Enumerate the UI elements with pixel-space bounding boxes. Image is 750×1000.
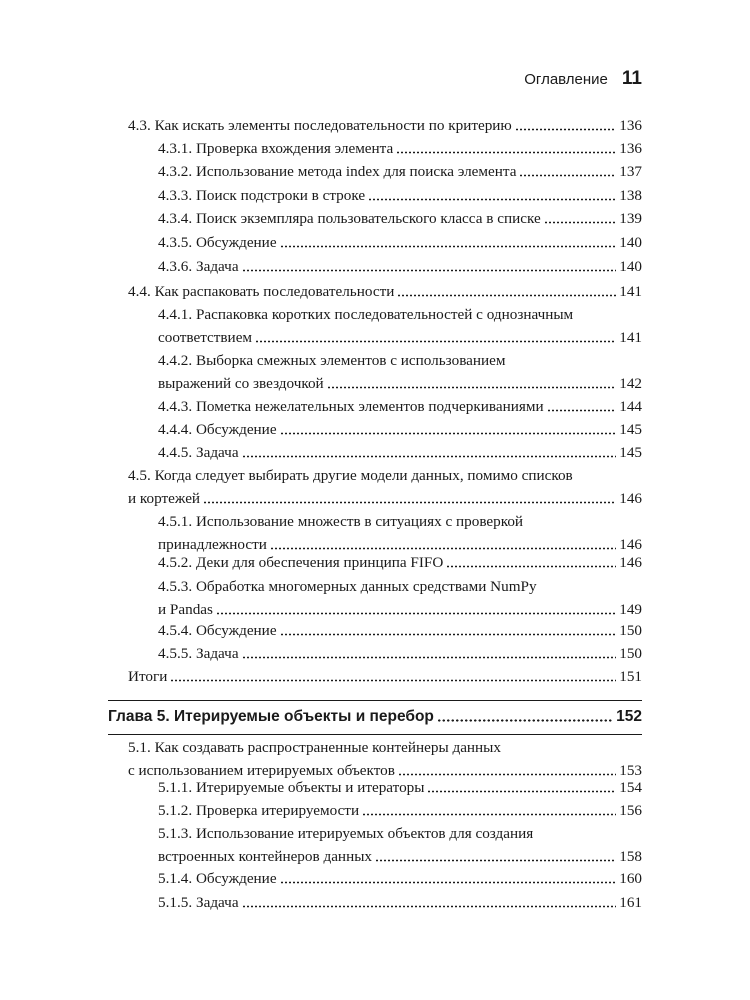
toc-entry-page: 138 — [619, 187, 642, 204]
dot-leader — [544, 210, 617, 224]
dot-leader — [242, 258, 617, 272]
toc-entry-page: 139 — [619, 210, 642, 227]
toc-entry-title: 4.4. Как распаковать последовательности — [128, 283, 395, 300]
toc-entry-page: 161 — [619, 894, 642, 911]
toc-entry-5-1-4[interactable] — [158, 867, 642, 890]
toc-entry-page: 153 — [619, 762, 642, 779]
toc-entry-title: Итоги — [128, 668, 168, 685]
toc-entry-4-4-2[interactable] — [158, 349, 642, 395]
dot-leader — [255, 329, 616, 343]
dot-leader — [398, 762, 616, 776]
toc-entry-title: 4.3. Как искать элементы последовательности по критерию — [128, 117, 512, 134]
toc-entry-title-line1: 4.5.1. Использование множеств в ситуациях с проверкой — [158, 513, 524, 530]
toc-entry-page: 140 — [619, 258, 642, 275]
dot-leader — [216, 601, 616, 615]
toc-entry-page: 156 — [619, 802, 642, 819]
toc-entry-title: 4.4.5. Задача — [158, 444, 239, 461]
toc-entry-title: встроенных контейнеров данных — [158, 848, 372, 865]
dot-leader — [427, 779, 616, 793]
dot-leader — [446, 554, 616, 568]
toc-entry-title: 4.3.6. Задача — [158, 258, 239, 275]
toc-entry-page: 144 — [619, 398, 642, 415]
toc-entry-4-3-1[interactable] — [158, 137, 642, 160]
dot-leader — [327, 375, 617, 389]
toc-entry-title: 4.3.1. Проверка вхождения элемента — [158, 140, 394, 157]
dot-leader — [519, 163, 616, 177]
toc-entry-4-4-1[interactable] — [158, 303, 642, 349]
toc-entry-page: 141 — [619, 283, 642, 300]
toc-entry-title-line1: 4.5. Когда следует выбирать другие модели данных, помимо списков — [128, 467, 573, 484]
toc-entry-5-1-3[interactable] — [158, 822, 642, 868]
toc-entry-page: 158 — [619, 848, 642, 865]
toc-entry-4-4-4[interactable] — [158, 418, 642, 441]
dot-leader — [242, 444, 617, 458]
dot-leader — [547, 398, 617, 412]
toc-entry-4-5[interactable] — [128, 464, 642, 510]
toc-entry-page: 140 — [619, 234, 642, 251]
toc-entry-page: 136 — [619, 117, 642, 134]
dot-leader — [280, 421, 617, 435]
toc-entry-4-5-1[interactable] — [158, 510, 642, 556]
dot-leader — [270, 536, 616, 550]
toc-entry-title: 5.1.5. Задача — [158, 894, 239, 911]
toc-entry-title: 4.3.3. Поиск подстроки в строке — [158, 187, 366, 204]
toc-entry-summary[interactable] — [128, 665, 642, 688]
toc-entry-page: 141 — [619, 329, 642, 346]
toc-entry-title: 4.3.2. Использование метода index для поиска элемента — [158, 163, 517, 180]
dot-leader — [375, 848, 616, 862]
toc-entry-title: 4.5.2. Деки для обеспечения принципа FIFO — [158, 554, 444, 571]
dot-leader — [437, 708, 613, 722]
toc-entry-title: соответствием — [158, 329, 253, 346]
toc-entry-title-line1: 4.4.1. Распаковка коротких последовательностей с однозначным — [158, 306, 574, 323]
toc-entry-4-3-4[interactable] — [158, 207, 642, 230]
toc-entry-4-4-5[interactable] — [158, 441, 642, 464]
running-head-title: Оглавление — [524, 71, 608, 88]
toc-entry-title: 5.1.4. Обсуждение — [158, 870, 277, 887]
toc-entry-4-3-5[interactable] — [158, 231, 642, 254]
toc-entry-4-5-4[interactable] — [158, 619, 642, 642]
toc-entry-4-3-6[interactable] — [158, 255, 642, 278]
toc-chapter-5[interactable] — [108, 705, 642, 728]
running-head — [524, 68, 642, 90]
dot-leader — [242, 894, 617, 908]
toc-entry-page: 145 — [619, 444, 642, 461]
toc-entry-title: 4.4.3. Пометка нежелательных элементов подчеркиваниями — [158, 398, 544, 415]
toc-entry-page: 142 — [619, 375, 642, 392]
toc-entry-title: принадлежности — [158, 536, 267, 553]
toc-entry-title-line1: 5.1. Как создавать распространенные контейнеры данных — [128, 739, 501, 756]
toc-entry-page: 146 — [619, 536, 642, 553]
toc-entry-4-4[interactable] — [128, 280, 642, 303]
dot-leader — [170, 668, 616, 682]
toc-entry-title: выражений со звездочкой — [158, 375, 324, 392]
toc-entry-5-1-2[interactable] — [158, 799, 642, 822]
toc-entry-page: 136 — [619, 140, 642, 157]
toc-entry-title: 5.1.2. Проверка итерируемости — [158, 802, 360, 819]
chapter-bottom-rule — [108, 734, 642, 735]
toc-entry-5-1-1[interactable] — [158, 776, 642, 799]
toc-entry-page: 160 — [619, 870, 642, 887]
toc-entry-title-line1: 4.4.2. Выборка смежных элементов с использованием — [158, 352, 506, 369]
dot-leader — [397, 283, 616, 297]
toc-entry-4-3[interactable] — [128, 114, 642, 137]
dot-leader — [368, 187, 616, 201]
toc-entry-page: 146 — [619, 490, 642, 507]
toc-entry-4-5-5[interactable] — [158, 642, 642, 665]
toc-entry-title-line1: 5.1.3. Использование итерируемых объектов для создания — [158, 825, 534, 842]
toc-entry-4-3-3[interactable] — [158, 184, 642, 207]
toc-entry-title: 4.5.5. Задача — [158, 645, 239, 662]
dot-leader — [280, 622, 617, 636]
chapter-page: 152 — [616, 708, 642, 725]
toc-entry-4-3-2[interactable] — [158, 160, 642, 183]
chapter-top-rule — [108, 700, 642, 701]
toc-entry-page: 137 — [619, 163, 642, 180]
toc-entry-page: 145 — [619, 421, 642, 438]
toc-entry-title: 4.5.4. Обсуждение — [158, 622, 277, 639]
dot-leader — [362, 802, 616, 816]
toc-entry-page: 151 — [619, 668, 642, 685]
dot-leader — [280, 234, 617, 248]
dot-leader — [396, 140, 616, 154]
toc-entry-title: 4.3.4. Поиск экземпляра пользовательского класса в списке — [158, 210, 541, 227]
page-number: 11 — [621, 68, 642, 89]
toc-entry-title: с использованием итерируемых объектов — [128, 762, 395, 779]
toc-entry-5-1-5[interactable] — [158, 891, 642, 914]
toc-entry-page: 149 — [619, 601, 642, 618]
dot-leader — [515, 117, 616, 131]
toc-entry-title: 5.1.1. Итерируемые объекты и итераторы — [158, 779, 425, 796]
toc-entry-title-line1: 4.5.3. Обработка многомерных данных средствами NumPy — [158, 578, 537, 595]
toc-entry-4-5-2[interactable] — [158, 551, 642, 574]
toc-entry-page: 150 — [619, 645, 642, 662]
toc-entry-page: 146 — [619, 554, 642, 571]
dot-leader — [280, 870, 617, 884]
toc-entry-page: 154 — [619, 779, 642, 796]
toc-entry-title: и кортежей — [128, 490, 201, 507]
toc-entry-4-4-3[interactable] — [158, 395, 642, 418]
dot-leader — [203, 490, 616, 504]
toc-entry-title: 4.4.4. Обсуждение — [158, 421, 277, 438]
toc-entry-4-5-3[interactable] — [158, 575, 642, 621]
toc-entry-page: 150 — [619, 622, 642, 639]
toc-entry-title: и Pandas — [158, 601, 213, 618]
chapter-title: Глава 5. Итерируемые объекты и перебор — [108, 708, 434, 725]
toc-entry-title: 4.3.5. Обсуждение — [158, 234, 277, 251]
dot-leader — [242, 645, 617, 659]
